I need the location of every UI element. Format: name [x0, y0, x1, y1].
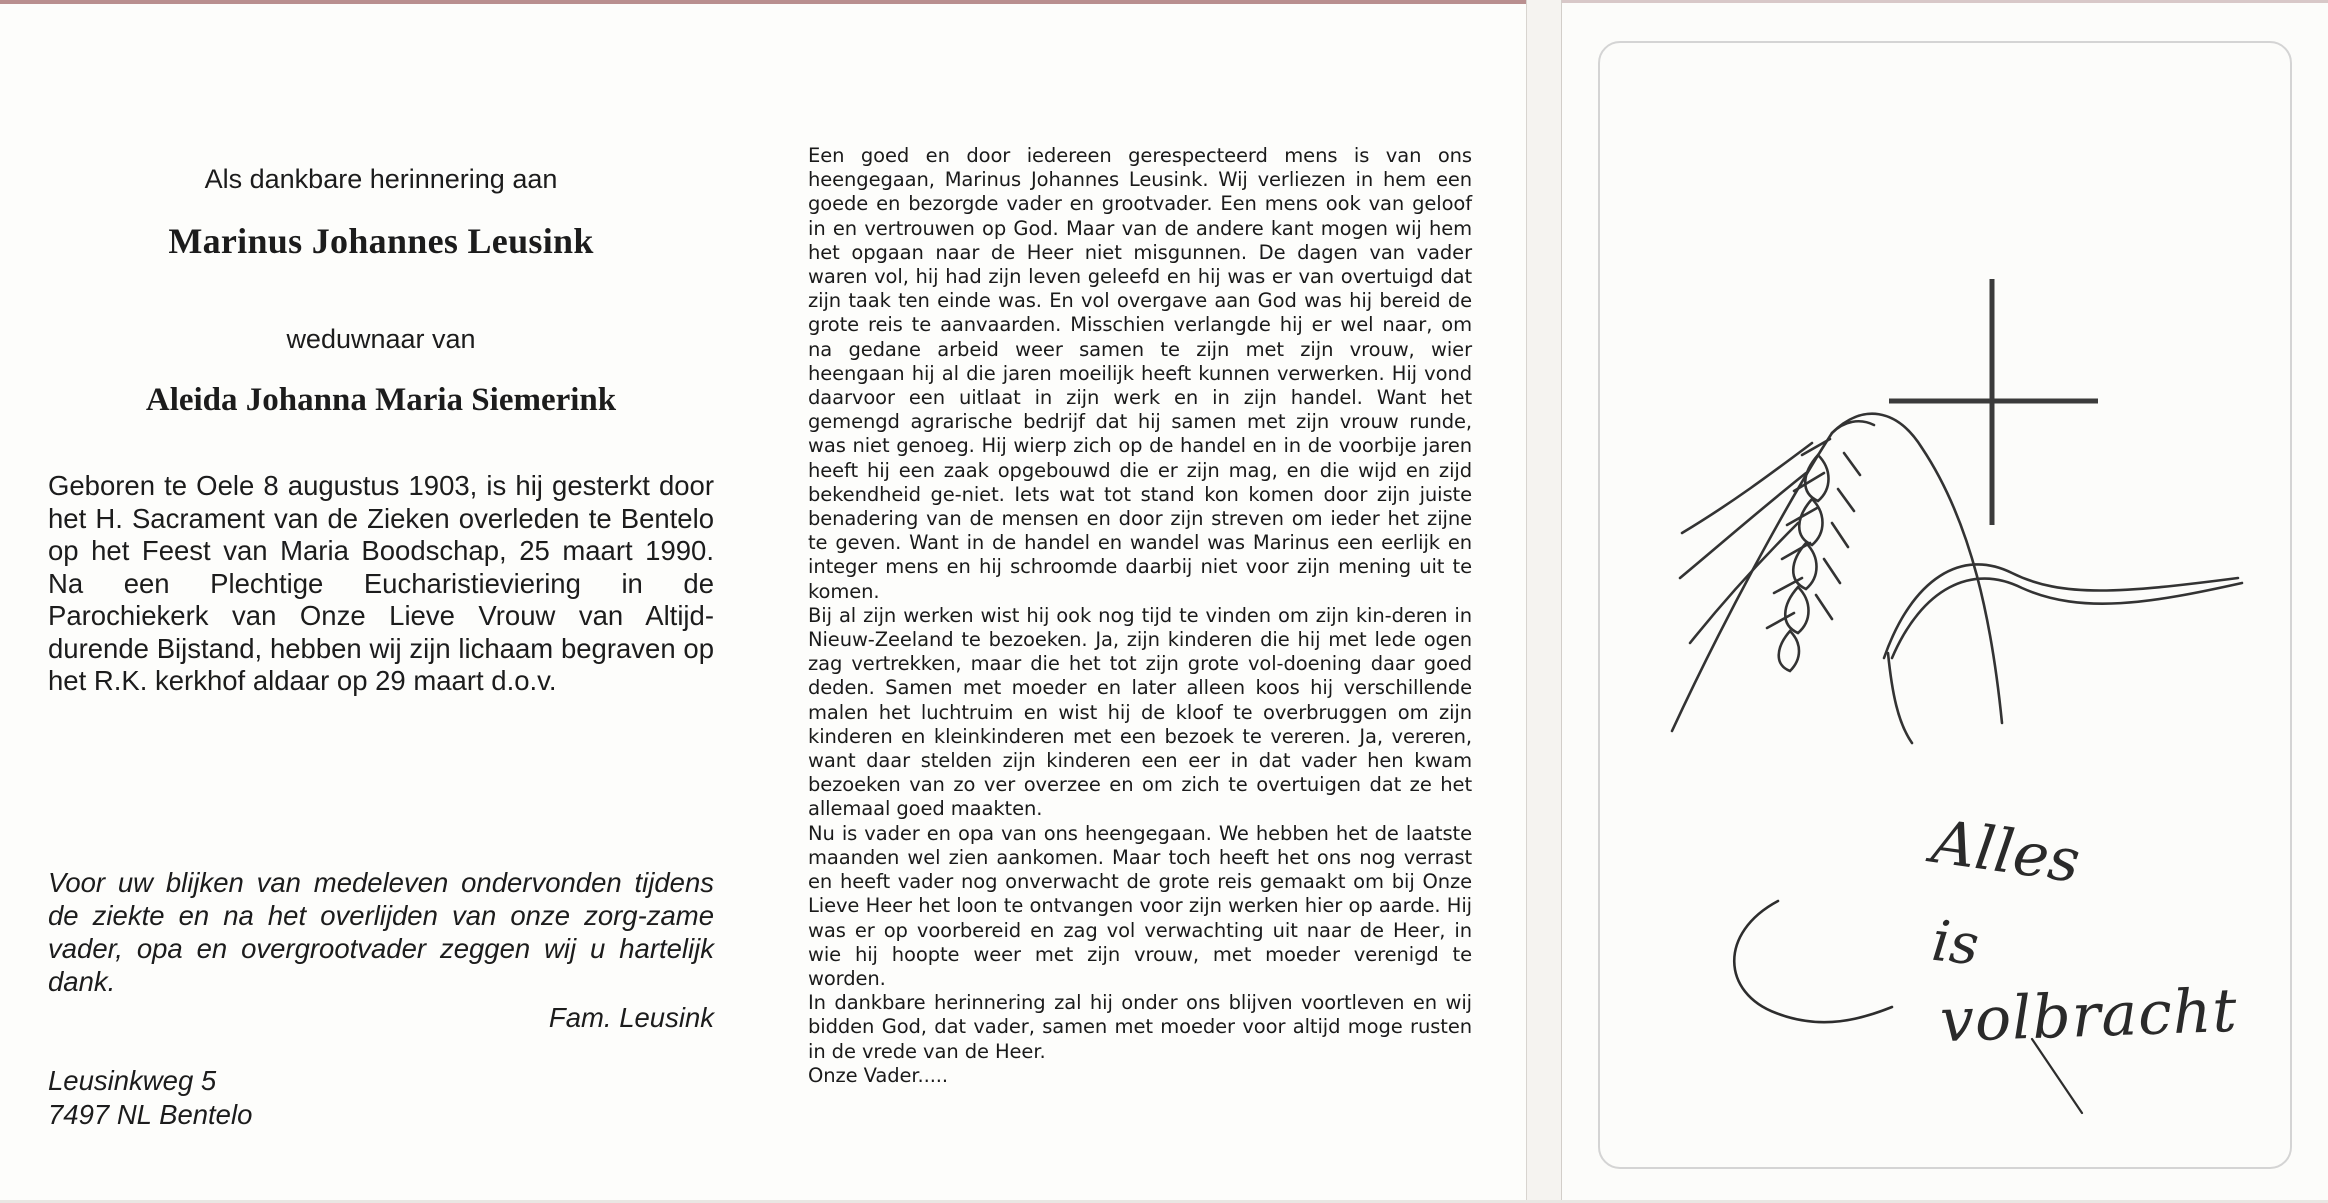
address-city: 7497 NL Bentelo	[48, 1099, 253, 1130]
biography-text: Geboren te Oele 8 augustus 1903, is hij gesterkt door het H. Sacrament van de Zieken overleden te Bentelo op het Feest van Maria Boodschap, 25 maart 1990. Na een Plechtige Eucharistieviering in de Parochiekerk van Onze Lieve Vrouw van Altijd-durende Bijstand, hebben wij zijn lichaam begraven op het R.K. kerkhof aldaar op 29 maart d.o.v.	[48, 470, 714, 696]
address-street: Leusinkweg 5	[48, 1065, 217, 1096]
eulogy-paragraph: Bij al zijn werken wist hij ook nog tijd te vinden om zijn kin-deren in Nieuw-Zeeland te bezoeken. Ja, zijn kinderen die hij met lede ogen zag vertrekken, maar die het tot zijn grote vol-doening daar goed deden. Samen met moeder en later alleen koos hij verschillende malen het luchtruim en wist hij de kloof te overbruggen om zijn kinderen en kleinkinderen met een bezoek te vereren. Ja, vereren, want daar stelden zijn kinderen een eer in dat vader hen kwam bezoeken van zo ver overzee en om zich te overtuigen dat ze het allemaal goed maakten.	[808, 603, 1472, 821]
card-cover	[1562, 0, 2328, 1200]
motto-word-is: is	[1928, 908, 1982, 979]
eulogy-paragraph: Nu is vader en opa van ons heengegaan. We hebben het de laatste maanden wel zien aankomen. Maar toch heeft het ons nog verrast en heeft vader nog onverwacht de grote reis gemaakt om bij Onze Lieve Heer het loon te ontvangen voor zijn werken hier op aarde. Hij was er op voorbereid en zag vol verwachting uit naar de Heer, in wie hij hoopte weer met zijn vrouw, met moeder verenigd te worden.	[808, 821, 1472, 990]
eulogy-paragraph: In dankbare herinnering zal hij onder ons blijven voortleven en wij bidden God, dat vader, samen met moeder voor altijd moge rusten in de vrede van de Heer.	[808, 991, 1472, 1063]
cover-motto	[1562, 3, 2328, 1203]
address-block	[48, 1064, 252, 1132]
thanks-text: Voor uw blijken van medeleven ondervonden tijdens de ziekte en na het overlijden van onze zorg-zame vader, opa en overgrootvader zeggen wij u hartelijk dank.	[48, 867, 714, 997]
eulogy-text	[808, 144, 1472, 1088]
intro-line: Als dankbare herinnering aan	[204, 164, 558, 194]
motto-word-volbracht: volbracht	[1938, 975, 2239, 1057]
deceased-name: Marinus Johannes Leusink	[168, 221, 594, 261]
eulogy-closing: Onze Vader.....	[808, 1063, 949, 1087]
widower-of-line: weduwnaar van	[286, 324, 476, 354]
eulogy-paragraph: Een goed en door iedereen gerespecteerd mens is van ons heengegaan, Marinus Johannes Leusink. Wij verliezen in hem een goede en bezorgde vader en grootvader. Een mens ook van geloof in en vertrouwen op God. Maar van de andere kant mogen wij hem het opgaan naar de Heer niet misgunnen. De dagen van vader waren vol, hij had zijn leven geleefd en hij was er van overtuigd dat zijn taak ten einde was. En vol overgave aan God was hij bereid de grote reis te aanvaarden. Misschien verlangde hij er wel naar, om na gedane arbeid weer samen te zijn met zijn vrouw, wier heengaan hij al die jaren moeilijk heeft kunnen verwerken. Hij vond daarvoor een uitlaat in zijn werk en in zijn handel. Want het gemengd agrarische bedrijf dat hij samen met zijn vrouw runde, was niet genoeg. Hij wierp zich op de handel en in de voorbije jaren heeft hij een zaak opgebouwd die er zijn mag, en die wijd en zijd bekendheid ge-niet. Iets wat tot stand kon komen door zijn juiste benadering van de mensen en door zijn streven om ieder het zijne te geven. Want in de handel en wandel was Marinus een eerlijk en integer mens en hij schroomde daarbij niet voor zijn mening uit te komen.	[808, 144, 1472, 603]
motto-word-alles: Alles	[1927, 807, 2085, 897]
family-signature: Fam. Leusink	[548, 1002, 714, 1033]
card-fold-gutter	[1526, 0, 1562, 1200]
spouse-name: Aleida Johanna Maria Siemerink	[145, 382, 617, 418]
